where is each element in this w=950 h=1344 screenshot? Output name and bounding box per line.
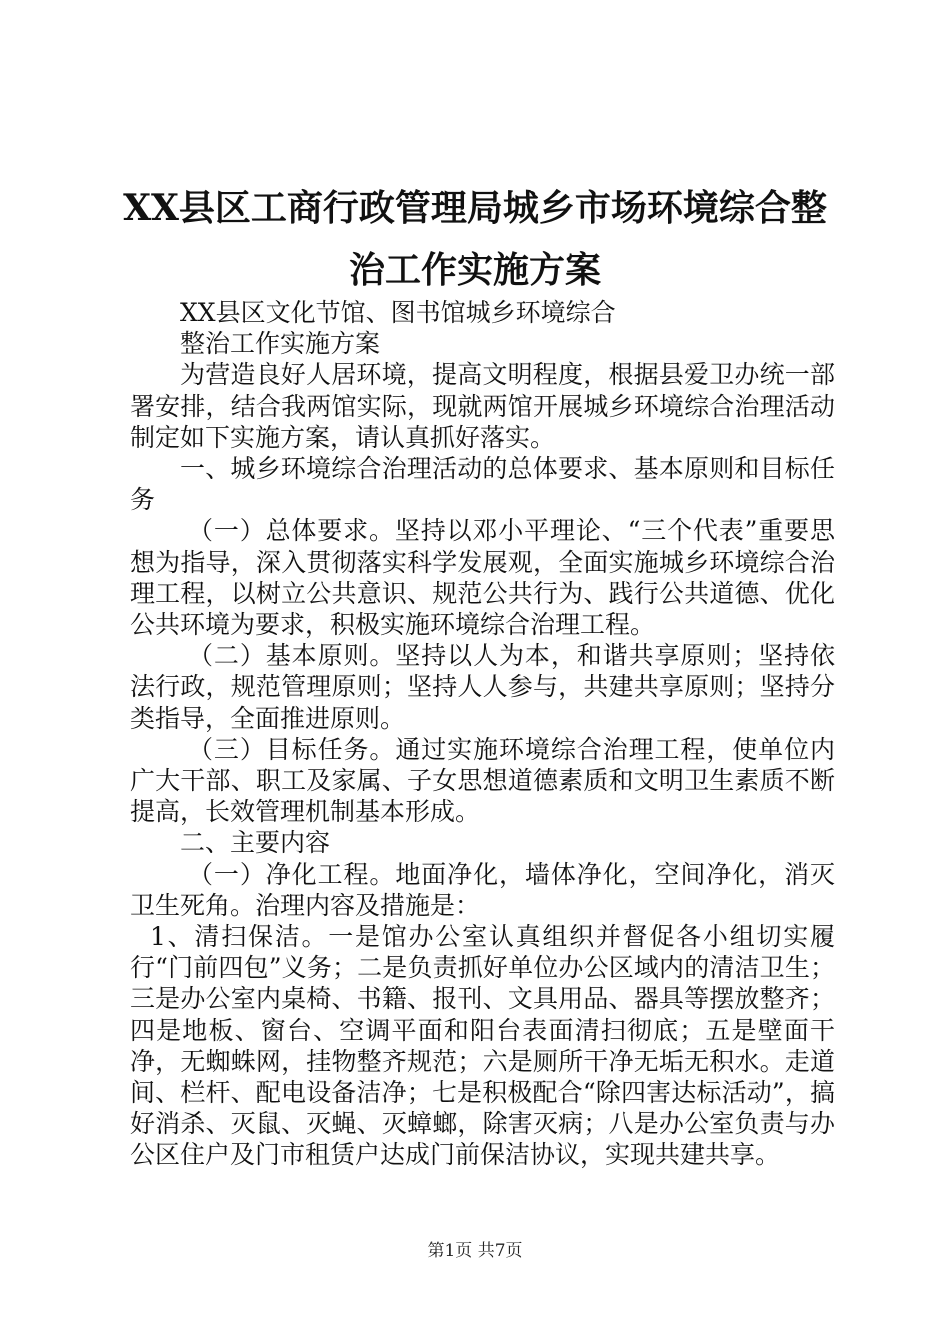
paragraph-intro: 为营造良好人居环境，提高文明程度，根据县爱卫办统一部署安排，结合我两馆实际，现就两馆开展城乡环境综合治理活动制定如下实施方案，请认真抓好落实。 <box>130 360 835 452</box>
paragraph-cleaning: 1、清扫保洁。一是馆办公室认真组织并督促各小组切实履行“门前四包”义务；二是负责抓好单位办公区域内的清洁卫生；三是办公室内桌椅、书籍、报刊、文具用品、器具等摆放整齐；四是地板、窗台、空调平面和阳台表面清扫彻底；五是壁面干净，无蜘蛛网，挂物整齐规范；六是厕所干净无垢无积水。走道间、栏杆、配电设备洁净；七是积极配合“除四害达标活动”，搞好消杀、灭鼠、灭蝇、灭蟑螂，除害灭病；八是办公室负责与办公区住户及门市租赁户达成门前保洁协议，实现共建共享。 <box>130 922 835 1170</box>
paragraph-purification-project: （一）净化工程。地面净化，墙体净化，空间净化，消灭卫生死角。治理内容及措施是： <box>130 859 835 920</box>
paragraph-target-tasks: （三）目标任务。通过实施环境综合治理工程，使单位内广大干部、职工及家属、子女思想道德素质和文明卫生素质不断提高，长效管理机制基本形成。 <box>130 734 835 827</box>
paragraph-basic-principles: （二）基本原则。坚持以人为本，和谐共享原则；坚持依法行政，规范管理原则；坚持人人参与，共建共享原则；坚持分类指导，全面推进原则。 <box>130 641 835 733</box>
subtitle-line-1: XX县区文化节馆、图书馆城乡环境综合 <box>180 298 616 327</box>
section-heading-2: 二、主要内容 <box>180 828 331 858</box>
subtitle-line-2: 整治工作实施方案 <box>180 329 381 359</box>
section-heading-1: 一、城乡环境综合治理活动的总体要求、基本原则和目标任务 <box>130 454 835 515</box>
document-title-line-2: 治工作实施方案 <box>348 249 601 291</box>
paragraph-general-requirements: （一）总体要求。坚持以邓小平理论、“三个代表”重要思想为指导，深入贯彻落实科学发展观，全面实施城乡环境综合治理工程，以树立公共意识、规范公共行为、践行公共道德、优化公共环境为要求，积极实施环境综合治理工程。 <box>130 516 835 640</box>
page-footer: 第1页 共7页 <box>427 1241 523 1261</box>
document-body <box>130 297 835 1171</box>
document-title-line-1: XX县区工商行政管理局城乡市场环境综合整 <box>123 187 827 229</box>
